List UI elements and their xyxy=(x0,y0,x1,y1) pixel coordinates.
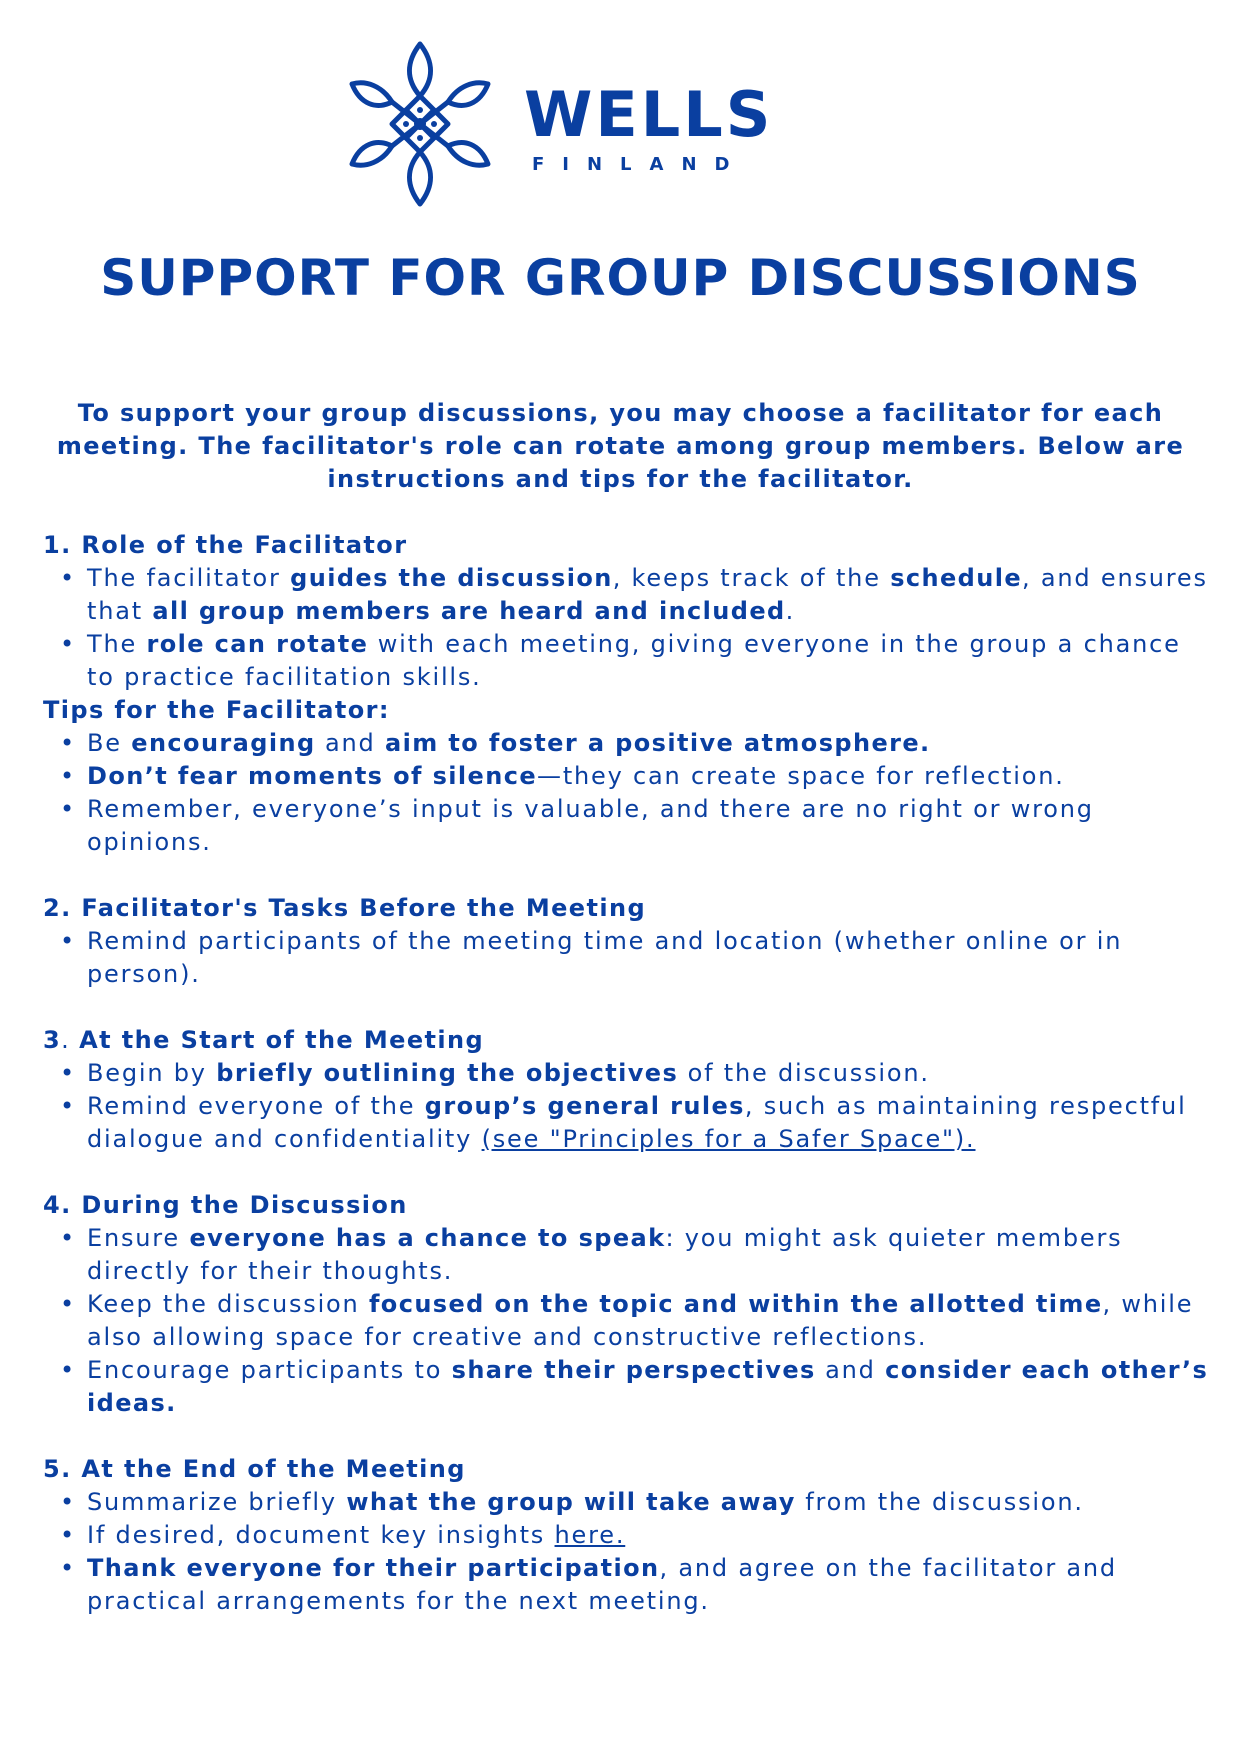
section-heading: 4. During the Discussion xyxy=(43,1191,408,1219)
section-end xyxy=(43,1453,1213,1618)
list-item: • The role can rotate with each meeting, giving everyone in the group a chance to practice facilitation skills. xyxy=(87,628,1213,694)
tips-list xyxy=(43,727,1213,859)
section-heading: 3. At the Start of the Meeting xyxy=(43,1026,485,1054)
section-heading: 1. Role of the Facilitator xyxy=(43,531,408,559)
intro-paragraph: To support your group discussions, you may choose a facilitator for each meeting. The facilitator's role can rotate among group members. Below are instructions and tips for the facilitator. xyxy=(56,399,1185,493)
page-title: SUPPORT FOR GROUP DISCUSSIONS xyxy=(100,249,1141,307)
list-item: • Remind participants of the meeting time and location (whether online or in person). xyxy=(87,925,1213,991)
list-item: • Ensure everyone has a chance to speak: you might ask quieter members directly for their thoughts. xyxy=(87,1222,1213,1288)
section-heading: 2. Facilitator's Tasks Before the Meeting xyxy=(43,894,647,922)
section-start-meeting xyxy=(43,1024,1213,1156)
end-list xyxy=(43,1486,1213,1618)
document-body xyxy=(43,529,1213,1651)
section-heading: 5. At the End of the Meeting xyxy=(43,1455,466,1483)
list-item: • If desired, document key insights here. xyxy=(87,1519,1213,1552)
role-list xyxy=(43,562,1213,694)
logo-subtitle: FINLAND xyxy=(532,154,748,175)
list-item: • The facilitator guides the discussion, keeps track of the schedule, and ensures that all group members are heard and included. xyxy=(87,562,1213,628)
list-item: • Begin by briefly outlining the objectives of the discussion. xyxy=(87,1057,1213,1090)
during-list xyxy=(43,1222,1213,1420)
logo-wordmark: WELLS xyxy=(524,78,774,151)
insights-link[interactable]: here. xyxy=(554,1521,626,1549)
tips-heading: Tips for the Facilitator: xyxy=(43,696,390,724)
section-before-meeting xyxy=(43,892,1213,991)
section-role xyxy=(43,529,1213,859)
list-item: • Remind everyone of the group’s general rules, such as maintaining respectful dialogue and confidentiality (see "Principles for a Safer Space"). xyxy=(87,1090,1213,1156)
safer-space-link[interactable]: (see "Principles for a Safer Space"). xyxy=(481,1125,976,1153)
brand-logo xyxy=(348,40,774,208)
start-list xyxy=(43,1057,1213,1156)
before-list xyxy=(43,925,1213,991)
list-item: • Summarize briefly what the group will take away from the discussion. xyxy=(87,1486,1213,1519)
snowflake-logo-icon xyxy=(348,40,492,208)
list-item: • Encourage participants to share their perspectives and consider each other’s ideas. xyxy=(87,1354,1213,1420)
list-item: • Thank everyone for their participation, and agree on the facilitator and practical arrangements for the next meeting. xyxy=(87,1552,1213,1618)
list-item: • Don’t fear moments of silence—they can create space for reflection. xyxy=(87,760,1213,793)
list-item: • Be encouraging and aim to foster a positive atmosphere. xyxy=(87,727,1213,760)
section-during xyxy=(43,1189,1213,1420)
list-item: • Keep the discussion focused on the topic and within the allotted time, while also allowing space for creative and constructive reflections. xyxy=(87,1288,1213,1354)
list-item: • Remember, everyone’s input is valuable, and there are no right or wrong opinions. xyxy=(87,793,1213,859)
